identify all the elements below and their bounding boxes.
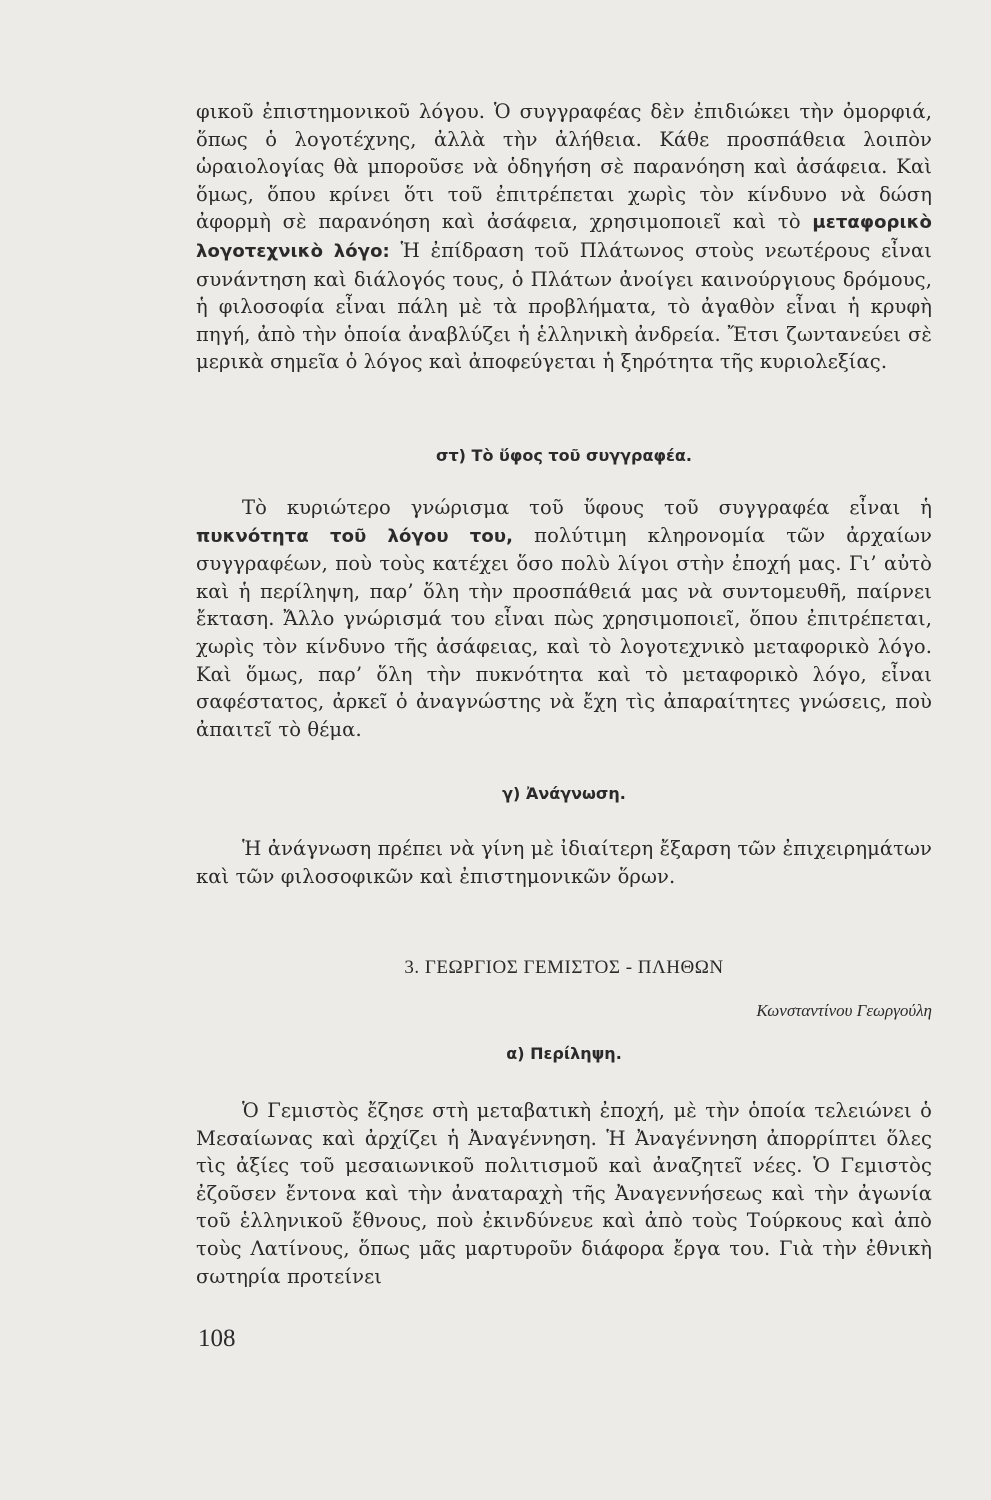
subsection-heading-reading: γ) Ἀνάγνωση. [502,784,626,803]
paragraph-continuation [196,98,932,376]
paragraph-text: Τὸ κυριώτερο γνώρισμα τοῦ ὕφους τοῦ συγγραφέα εἶναι ἡ [242,496,932,519]
emphasis-text: μεταφορικὸ λογοτεχνικὸ λόγο: [196,212,932,262]
page-number: 108 [198,1325,236,1352]
paragraph-text: Ἡ ἐπίδραση τοῦ Πλάτωνος στοὺς νεωτέρους εἶναι συνάντηση καὶ διάλογός τους, ὁ Πλάτων ἀνοίγει καινούργιους δρόμους, ἡ φιλοσοφία εἶναι πάλη μὲ τὰ προβλήματα, τὸ ἀγαθὸν εἶναι ἡ κρυφὴ πηγή, ἀπὸ τὴν ὁποία ἀναβλύζει ἡ ἑλληνικὴ ἀνδρεία. Ἔτσι ζωντανεύει σὲ μερικὰ σημεῖα ὁ λόγος καὶ ἀποφεύγεται ἡ ξηρότητα τῆς κυριολεξίας. [196,238,932,374]
paragraph-text: πολύτιμη κληρονομία τῶν ἀρχαίων συγγραφέων, ποὺ τοὺς κατέχει ὅσο πολὺ λίγοι στὴν ἐποχή μας. Γι’ αὐτὸ καὶ ἡ περίληψη, παρ’ ὅλη τὴν προσπάθειά μας νὰ συντομευθῆ, παίρνει ἔκταση. Ἄλλο γνώρισμά του εἶναι πὼς χρησιμοποιεῖ, ὅπου ἐπιτρέπεται, χωρὶς τὸν κίνδυνο τῆς ἀσάφειας, καὶ τὸ λογοτεχνικὸ μεταφορικὸ λόγο. Καὶ ὅμως, παρ’ ὅλη τὴν πυκνότητα καὶ τὸ μεταφορικὸ λόγο, εἶναι σαφέστατος, ἀρκεῖ ὁ ἀναγνώστης νὰ ἔχη τὶς ἀπαραίτητες γνώσεις, ποὺ ἀπαιτεῖ τὸ θέμα. [196,523,932,741]
paragraph-text: Ὁ Γεμιστὸς ἔζησε στὴ μεταβατικὴ ἐποχή, μὲ τὴν ὁποία τελειώνει ὁ Μεσαίωνας καὶ ἀρχίζει ἡ Ἀναγέννηση. Ἡ Ἀναγέννηση ἀπορρίπτει ὅλες τὶς ἀξίες τοῦ μεσαιωνικοῦ πολιτισμοῦ καὶ ἀναζητεῖ νέες. Ὁ Γεμιστὸς ἐζοῦσεν ἔντονα καὶ τὴν ἀναταραχὴ τῆς Ἀναγεννήσεως καὶ τὴν ἀγωνία τοῦ ἑλληνικοῦ ἔθνους, ποὺ ἐκινδύνευε καὶ ἀπὸ τοὺς Τούρκους καὶ ἀπὸ τοὺς Λατίνους, ὅπως μᾶς μαρτυροῦν διάφορα ἔργα του. Γιὰ τὴν ἐθνικὴ σωτηρία προτείνει [196,1099,932,1288]
paragraph-reading [196,835,932,890]
paragraph-style [196,494,932,743]
subsection-heading-summary: α) Περίληψη. [506,1044,622,1063]
author-name: Κωνσταντίνου Γεωργούλη [756,1001,932,1020]
paragraph-summary [196,1097,932,1290]
section-title: 3. ΓΕΩΡΓΙΟΣ ΓΕΜΙΣΤΟΣ - ΠΛΗΘΩΝ [404,957,724,978]
emphasis-text: πυκνότητα τοῦ λόγου του, [196,525,514,547]
paragraph-text: Ἡ ἀνάγνωση πρέπει νὰ γίνη μὲ ἰδιαίτερη ἔξαρση τῶν ἐπιχειρημάτων καὶ τῶν φιλοσοφικῶν καὶ ἐπιστημονικῶν ὅρων. [196,837,932,888]
subsection-heading-style: στ) Τὸ ὕφος τοῦ συγγραφέα. [436,446,692,465]
paragraph-text: φικοῦ ἐπιστημονικοῦ λόγου. Ὁ συγγραφέας δὲν ἐπιδιώκει τὴν ὀμορφιά, ὅπως ὁ λογοτέχνης, ἀλλὰ τὴν ἀλήθεια. Κάθε προσπάθεια λοιπὸν ὡραιολογίας θὰ μποροῦσε νὰ ὁδηγήση σὲ παρανόηση καὶ ἀσάφεια. Καὶ ὅμως, ὅπου κρίνει ὅτι τοῦ ἐπιτρέπεται χωρὶς τὸν κίνδυνο νὰ δώση ἀφορμὴ σὲ παρανόηση καὶ ἀσάφεια, χρησιμοποιεῖ καὶ τὸ [196,100,932,234]
